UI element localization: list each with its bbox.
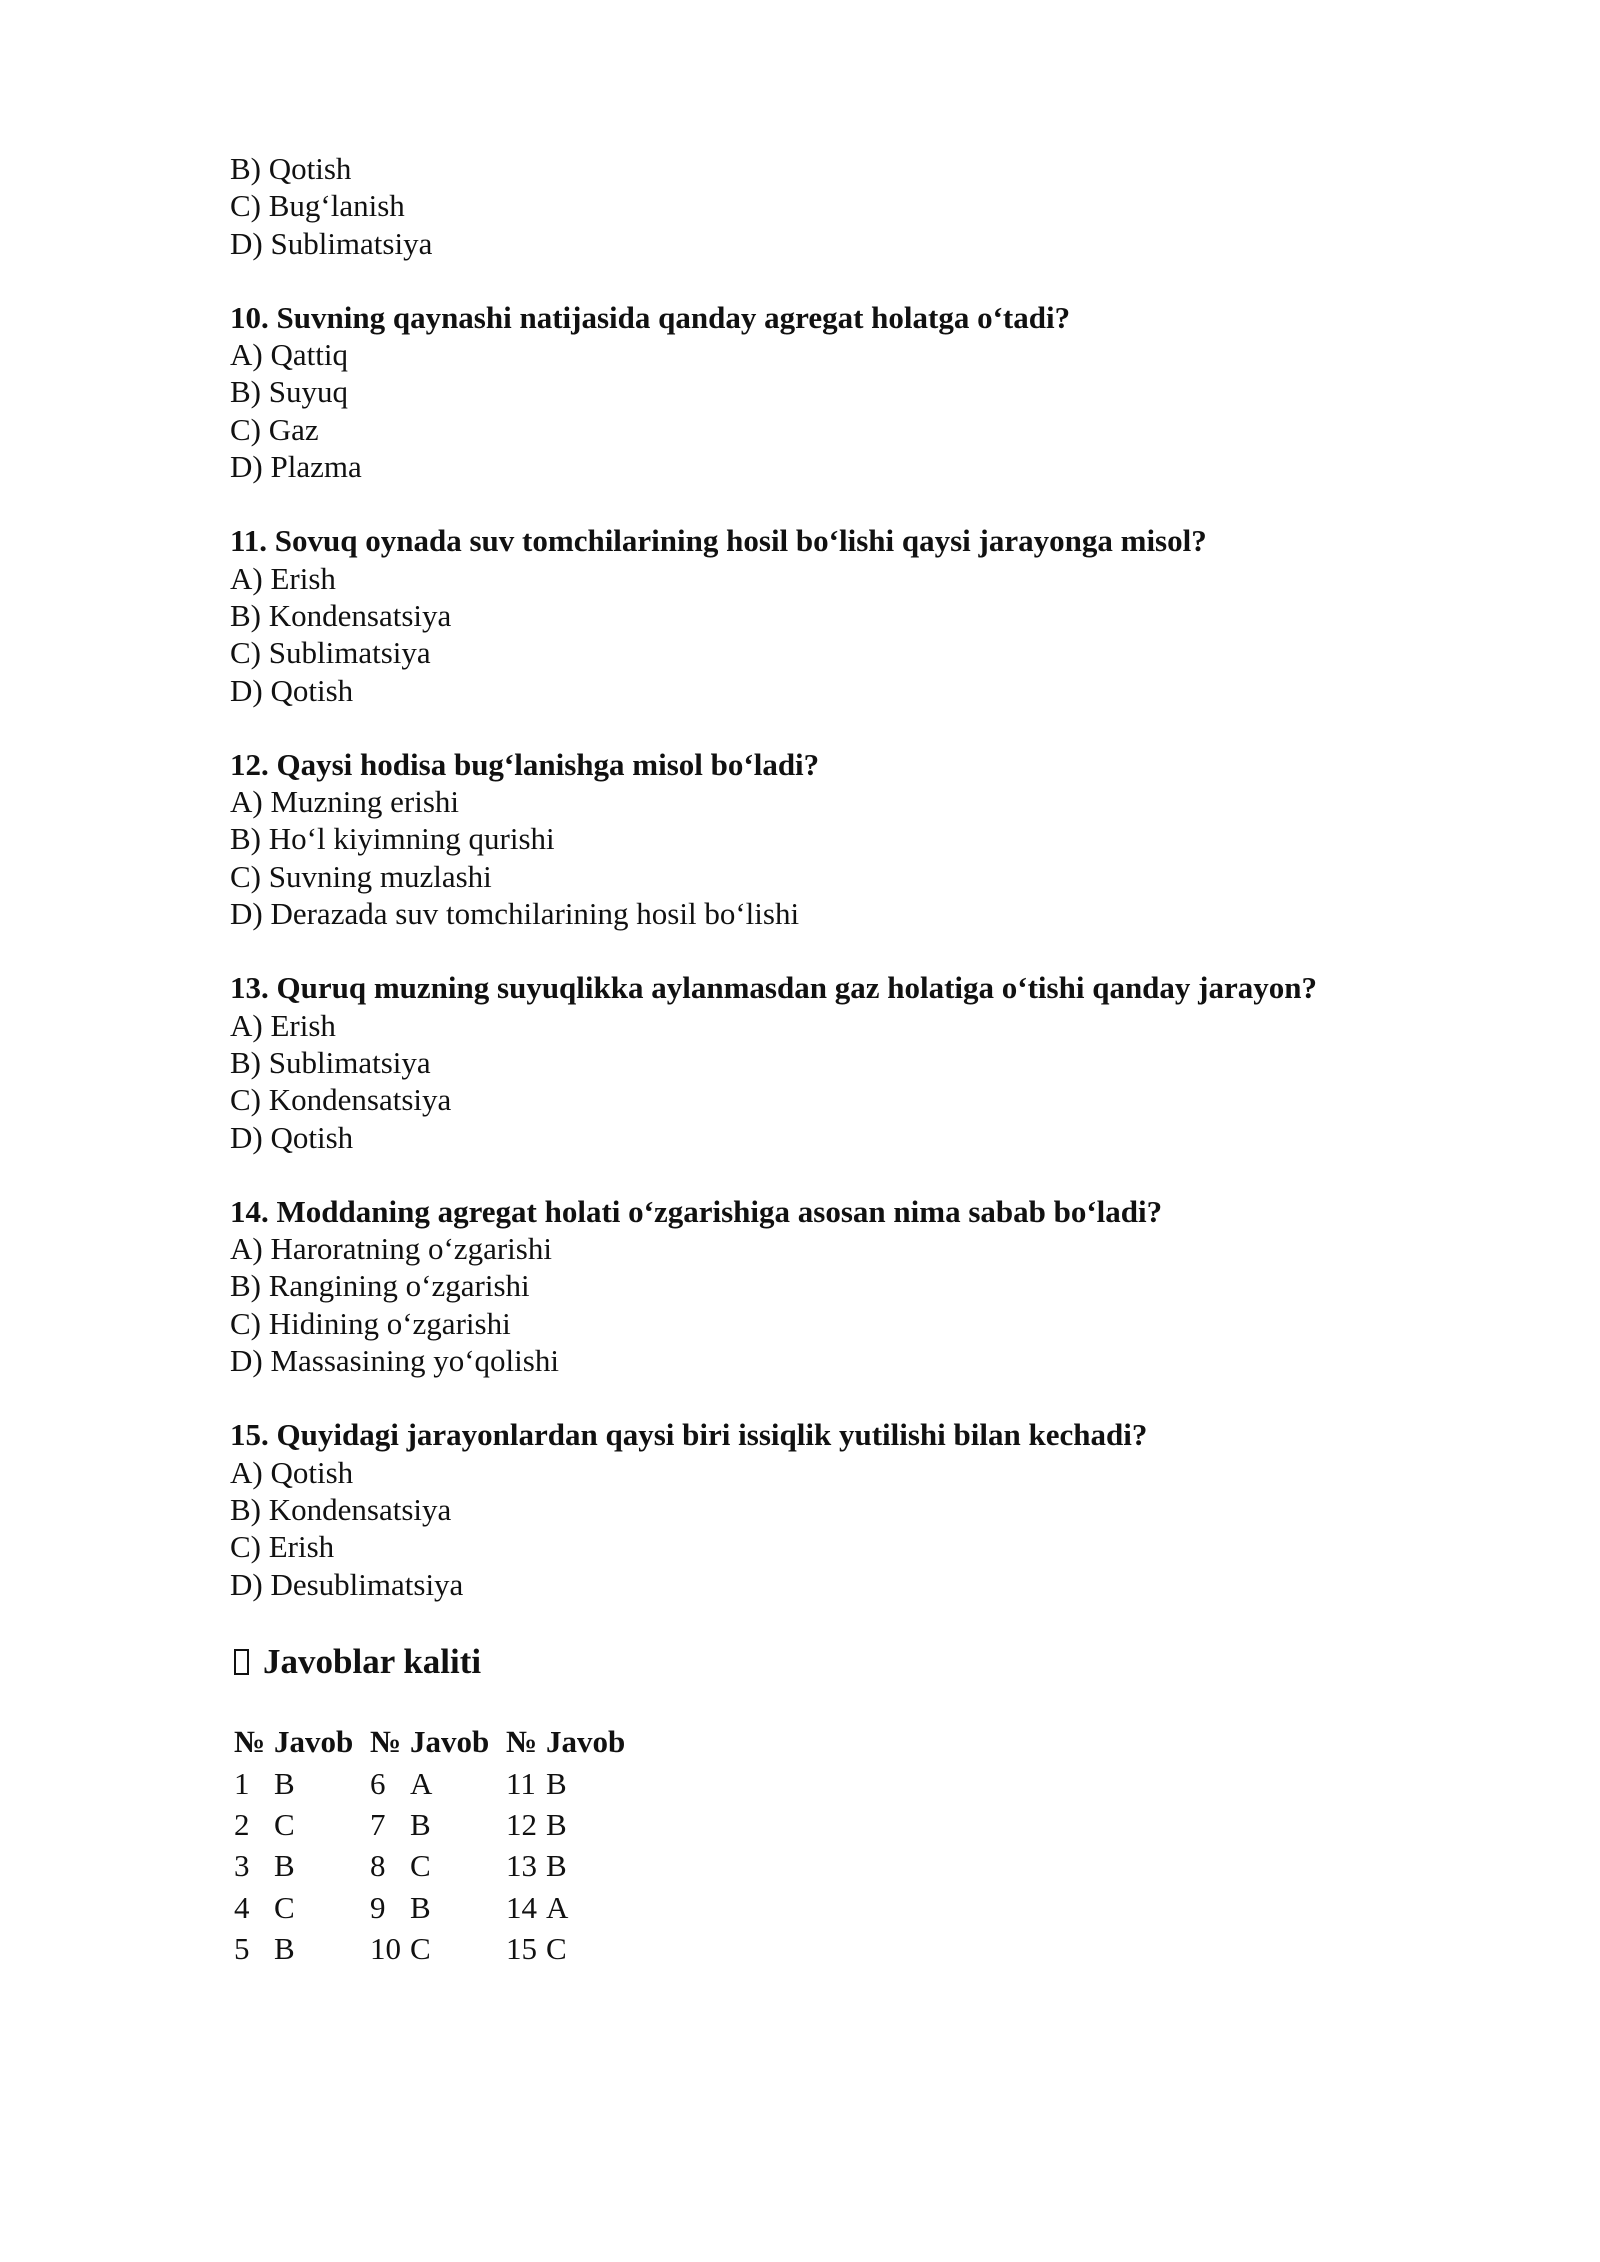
question-12: [230, 746, 1430, 932]
column-header: №: [370, 1723, 402, 1759]
question-title: 11. Sovuq oynada suv tomchilarining hosil bo‘lishi qaysi jarayonga misol?: [230, 523, 1207, 559]
option: C) Erish: [230, 1529, 335, 1565]
table-cell: 1: [234, 1765, 250, 1801]
option: A) Qotish: [230, 1454, 354, 1490]
option: D) Qotish: [230, 672, 354, 708]
table-cell: 9: [370, 1889, 386, 1925]
option: A) Erish: [230, 1007, 336, 1043]
question-title: 14. Moddaning agregat holati o‘zgarishiga asosan nima sabab bo‘ladi?: [230, 1193, 1163, 1229]
option: D) Massasining yo‘qolishi: [230, 1343, 559, 1379]
table-cell: 12: [506, 1807, 537, 1843]
option: A) Qattiq: [230, 337, 348, 373]
answer-key-title: Javoblar kaliti: [263, 1641, 482, 1681]
table-cell: 7: [370, 1807, 386, 1843]
table-row: [230, 1763, 638, 1804]
option: B) Kondensatsiya: [230, 1491, 452, 1527]
table-cell: C: [410, 1930, 431, 1966]
question-14: [230, 1193, 1430, 1379]
option: D) Derazada suv tomchilarining hosil bo‘lishi: [230, 896, 800, 932]
table-cell: C: [274, 1889, 295, 1925]
question-title: 13. Quruq muzning suyuqlikka aylanmasdan gaz holatiga o‘tishi qanday jarayon?: [230, 970, 1317, 1006]
answer-key-table: [230, 1720, 638, 1969]
option: C) Kondensatsiya: [230, 1082, 452, 1118]
table-cell: 11: [506, 1765, 536, 1801]
question-10: [230, 299, 1430, 485]
table-row: [230, 1928, 638, 1969]
option: D) Qotish: [230, 1119, 354, 1155]
table-cell: B: [274, 1765, 295, 1801]
option: A) Muzning erishi: [230, 784, 460, 820]
column-header: Javob: [274, 1723, 354, 1759]
table-cell: C: [546, 1930, 567, 1966]
table-row: [230, 1845, 638, 1886]
table-cell: A: [546, 1889, 569, 1925]
table-cell: B: [274, 1930, 295, 1966]
question-15: [230, 1416, 1430, 1602]
option: D) Sublimatsiya: [230, 225, 433, 261]
table-cell: B: [546, 1807, 567, 1843]
option: C) Sublimatsiya: [230, 635, 431, 671]
question-title: 15. Quyidagi jarayonlardan qaysi biri issiqlik yutilishi bilan kechadi?: [230, 1417, 1148, 1453]
option: C) Suvning muzlashi: [230, 858, 492, 894]
question-13: [230, 969, 1430, 1155]
document-page: [230, 150, 1430, 1969]
table-cell: 4: [234, 1889, 250, 1925]
option: A) Haroratning o‘zgarishi: [230, 1231, 552, 1267]
table-cell: 2: [234, 1807, 250, 1843]
question-title: 10. Suvning qaynashi natijasida qanday agregat holatga o‘tadi?: [230, 299, 1071, 335]
table-cell: 13: [506, 1848, 537, 1884]
table-cell: 5: [234, 1930, 250, 1966]
table-cell: C: [274, 1807, 295, 1843]
option: B) Qotish: [230, 151, 352, 186]
option: B) Sublimatsiya: [230, 1044, 431, 1080]
column-header: №: [234, 1723, 266, 1759]
question-11: [230, 522, 1430, 708]
table-cell: 8: [370, 1848, 386, 1884]
question-9-options-continued: [230, 150, 1430, 262]
table-cell: B: [546, 1848, 567, 1884]
missing-glyph-box-icon: [234, 1649, 249, 1675]
table-row: [230, 1804, 638, 1845]
option: D) Desublimatsiya: [230, 1566, 464, 1602]
option: A) Erish: [230, 560, 336, 596]
table-cell: 6: [370, 1765, 386, 1801]
table-cell: C: [410, 1848, 431, 1884]
column-header: Javob: [410, 1723, 490, 1759]
option: B) Kondensatsiya: [230, 597, 452, 633]
option: B) Rangining o‘zgarishi: [230, 1268, 530, 1304]
table-cell: B: [410, 1889, 431, 1925]
column-header: Javob: [546, 1723, 626, 1759]
option: C) Hidining o‘zgarishi: [230, 1305, 511, 1341]
table-cell: 15: [506, 1930, 537, 1966]
option: D) Plazma: [230, 449, 362, 485]
table-cell: A: [410, 1765, 433, 1801]
table-header-row: [230, 1720, 638, 1763]
table-row: [230, 1887, 638, 1928]
table-cell: B: [274, 1848, 295, 1884]
table-cell: 14: [506, 1889, 537, 1925]
option: C) Bug‘lanish: [230, 188, 405, 224]
option: B) Suyuq: [230, 374, 348, 410]
table-cell: 10: [370, 1930, 401, 1966]
question-title: 12. Qaysi hodisa bug‘lanishga misol bo‘ladi?: [230, 746, 820, 782]
answer-key-heading: [230, 1640, 1430, 1684]
table-cell: 3: [234, 1848, 250, 1884]
column-header: №: [506, 1723, 538, 1759]
option: C) Gaz: [230, 411, 319, 447]
table-cell: B: [410, 1807, 431, 1843]
option: B) Ho‘l kiyimning qurishi: [230, 821, 555, 857]
table-cell: B: [546, 1765, 567, 1801]
